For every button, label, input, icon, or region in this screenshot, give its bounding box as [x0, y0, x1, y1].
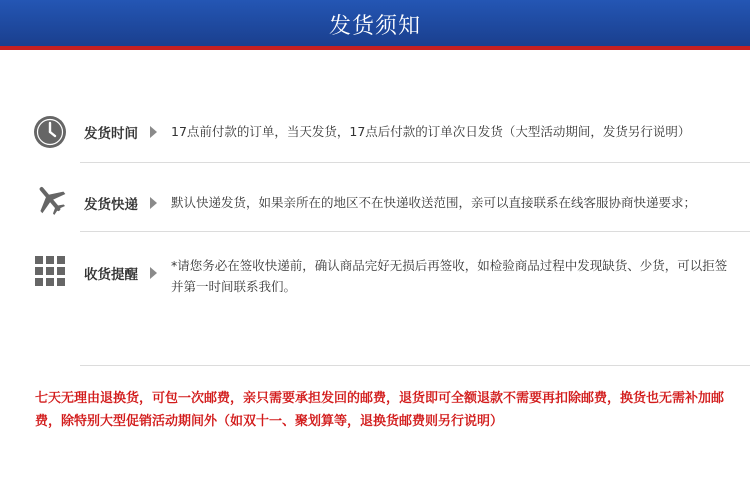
divider	[80, 365, 750, 366]
chevron-right-icon	[150, 197, 157, 209]
chevron-right-icon	[150, 126, 157, 138]
clock-icon	[33, 115, 67, 149]
courier-text: 默认快递发货，如果亲所在的地区不在快递收送范围，亲可以直接联系在线客服协商快递要求；	[171, 195, 697, 210]
chevron-right-icon	[150, 267, 157, 279]
receipt-reminder-label: 收货提醒	[84, 267, 138, 283]
header-banner	[0, 0, 750, 50]
divider	[80, 162, 750, 163]
receipt-reminder-text: *请您务必在签收快递前，确认商品完好无损后再签收，如检验商品过程中发现缺货、少货，可以拒签并第一时间联系我们。	[171, 258, 728, 294]
shipping-time-text: 17点前付款的订单，当天发货，17点后付款的订单次日发货（大型活动期间，发货另行说明）	[171, 124, 691, 139]
courier-label: 发货快递	[84, 197, 138, 213]
shipping-time-label: 发货时间	[84, 126, 138, 142]
page-title: 发货须知	[328, 14, 421, 39]
return-policy-notice: 七天无理由退换货，可包一次邮费，亲只需要承担发回的邮费，退货即可全额退款不需要再扣除邮费，换货也无需补加邮费，除特别大型促销活动期间外（如双十一、聚划算等，退换货邮费则另行说明）	[35, 391, 725, 429]
info-row-receipt-reminder	[0, 254, 750, 304]
airplane-icon	[33, 182, 67, 216]
divider	[80, 231, 750, 232]
info-row-courier	[0, 182, 750, 222]
grid-icon	[35, 256, 65, 286]
info-row-shipping-time	[0, 115, 750, 155]
